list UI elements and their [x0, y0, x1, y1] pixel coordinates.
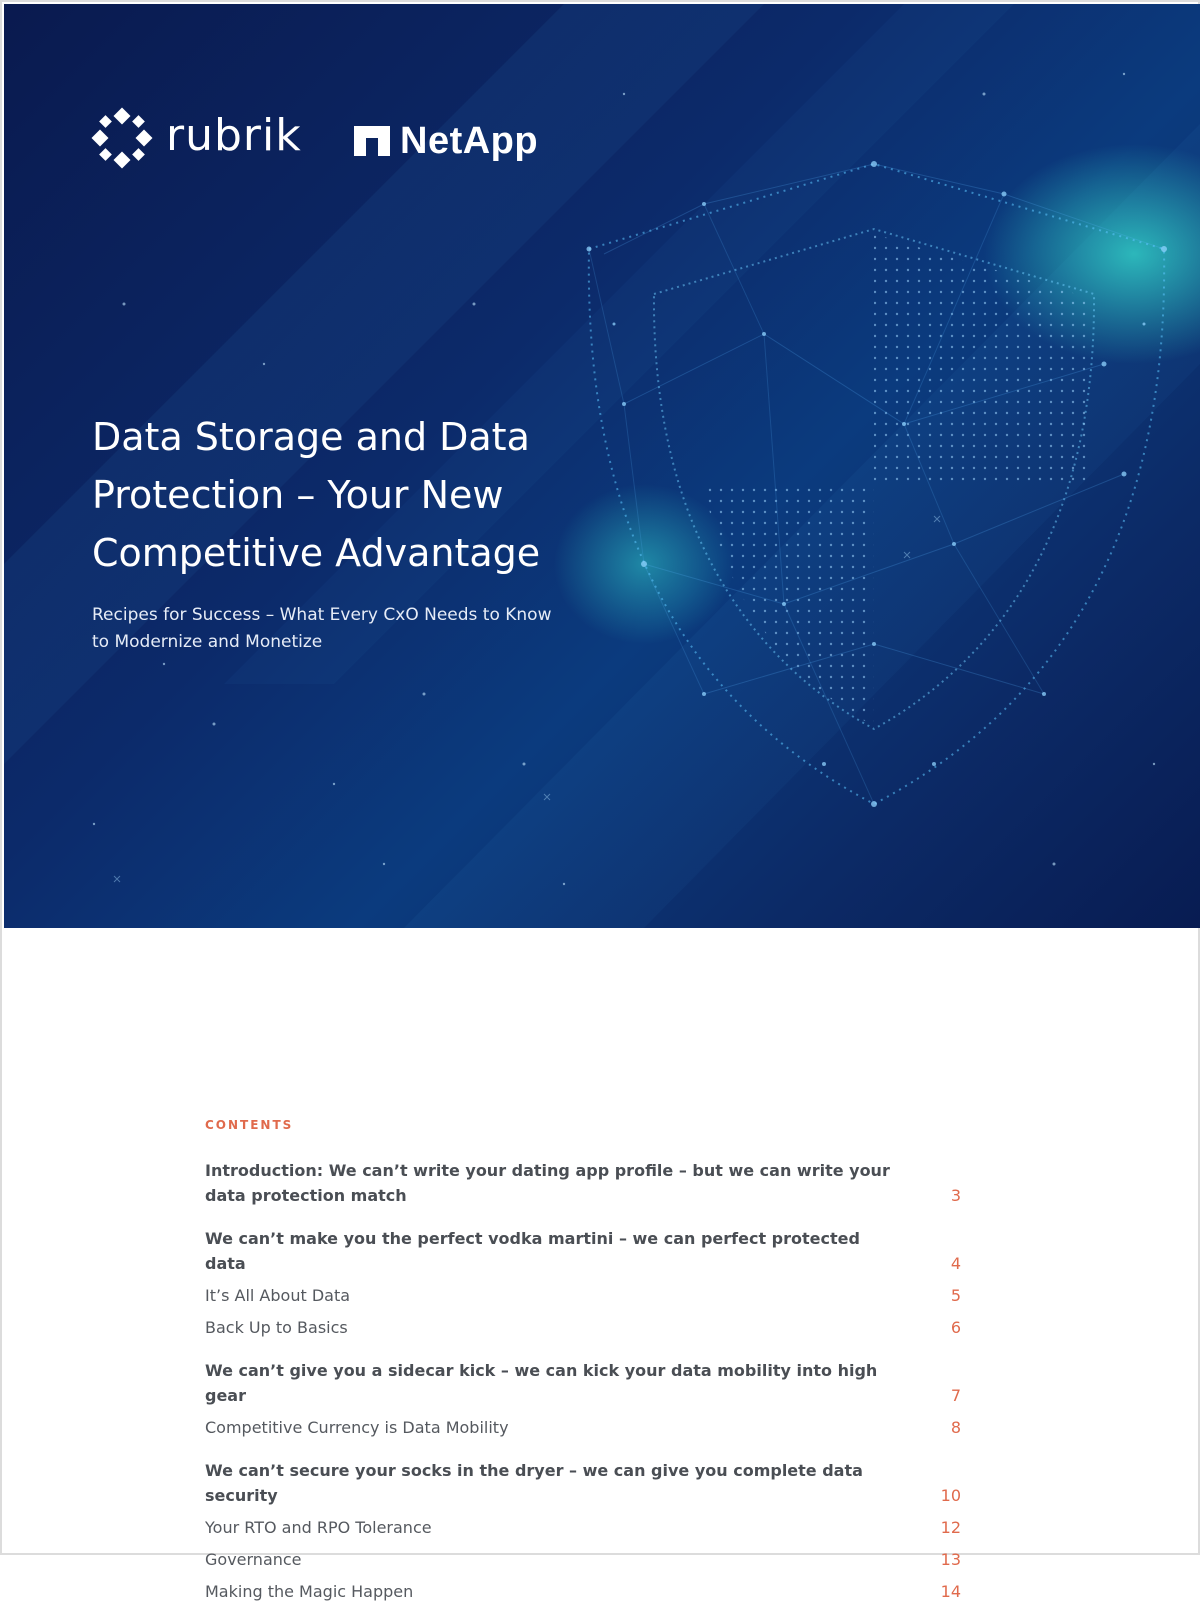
- toc-entry-label: Introduction: We can’t write your dating app profile – but we can write your data protection match: [205, 1161, 890, 1205]
- rubrik-logo: [92, 108, 302, 172]
- toc-page-number: 12: [940, 1518, 961, 1537]
- toc-page-number: 6: [950, 1318, 961, 1337]
- toc-entry[interactable]: [205, 1547, 965, 1572]
- toc-entry-label: Making the Magic Happen: [205, 1582, 414, 1601]
- toc-entry-label: We can’t give you a sidecar kick – we can kick your data mobility into high gear: [205, 1361, 878, 1405]
- toc-entry[interactable]: [205, 1415, 965, 1440]
- contents-heading: CONTENTS: [205, 1118, 294, 1132]
- toc-page-number: 5: [950, 1286, 961, 1305]
- toc-entry[interactable]: [205, 1458, 965, 1508]
- table-of-contents: [205, 1118, 965, 1604]
- toc-page-number: 8: [950, 1418, 961, 1437]
- toc-entry-label: Governance: [205, 1550, 302, 1569]
- cover-banner: [4, 4, 1200, 928]
- partner-logos: [92, 108, 612, 172]
- toc-entry-label: Competitive Currency is Data Mobility: [205, 1418, 509, 1437]
- netapp-logo: [354, 118, 574, 166]
- toc-entry[interactable]: [205, 1315, 965, 1340]
- toc-entry-label: Back Up to Basics: [205, 1318, 348, 1337]
- title-line: Protection – Your New: [92, 473, 504, 517]
- toc-entry[interactable]: [205, 1515, 965, 1540]
- toc-page-number: 3: [950, 1186, 961, 1205]
- document-title: [92, 408, 612, 582]
- netapp-logo-icon: [354, 126, 390, 156]
- title-line: Data Storage and Data: [92, 415, 530, 459]
- subtitle-line: to Modernize and Monetize: [92, 632, 323, 652]
- toc-entry[interactable]: [205, 1283, 965, 1308]
- toc-page-number: 10: [940, 1486, 961, 1505]
- document-subtitle: [92, 602, 612, 656]
- toc-page-number: 13: [940, 1550, 961, 1569]
- toc-entry-label: It’s All About Data: [205, 1286, 351, 1305]
- toc-entry[interactable]: [205, 1158, 965, 1208]
- toc-entry-label: We can’t make you the perfect vodka martini – we can perfect protected data: [205, 1229, 860, 1273]
- subtitle-line: Recipes for Success – What Every CxO Needs to Know: [92, 605, 552, 625]
- rubrik-wordmark: rubrik: [166, 110, 302, 161]
- rubrik-logo-icon: [92, 108, 152, 168]
- toc-entry-label: We can’t secure your socks in the dryer – we can give you complete data security: [205, 1461, 863, 1505]
- toc-entry[interactable]: [205, 1358, 965, 1408]
- toc-entry[interactable]: [205, 1579, 965, 1604]
- toc-entry-label: Your RTO and RPO Tolerance: [205, 1518, 432, 1537]
- title-line: Competitive Advantage: [92, 531, 541, 575]
- netapp-wordmark: NetApp: [400, 120, 539, 162]
- toc-page-number: 4: [950, 1254, 961, 1273]
- toc-entry[interactable]: [205, 1226, 965, 1276]
- toc-page-number: 14: [940, 1582, 961, 1601]
- toc-page-number: 7: [950, 1386, 961, 1405]
